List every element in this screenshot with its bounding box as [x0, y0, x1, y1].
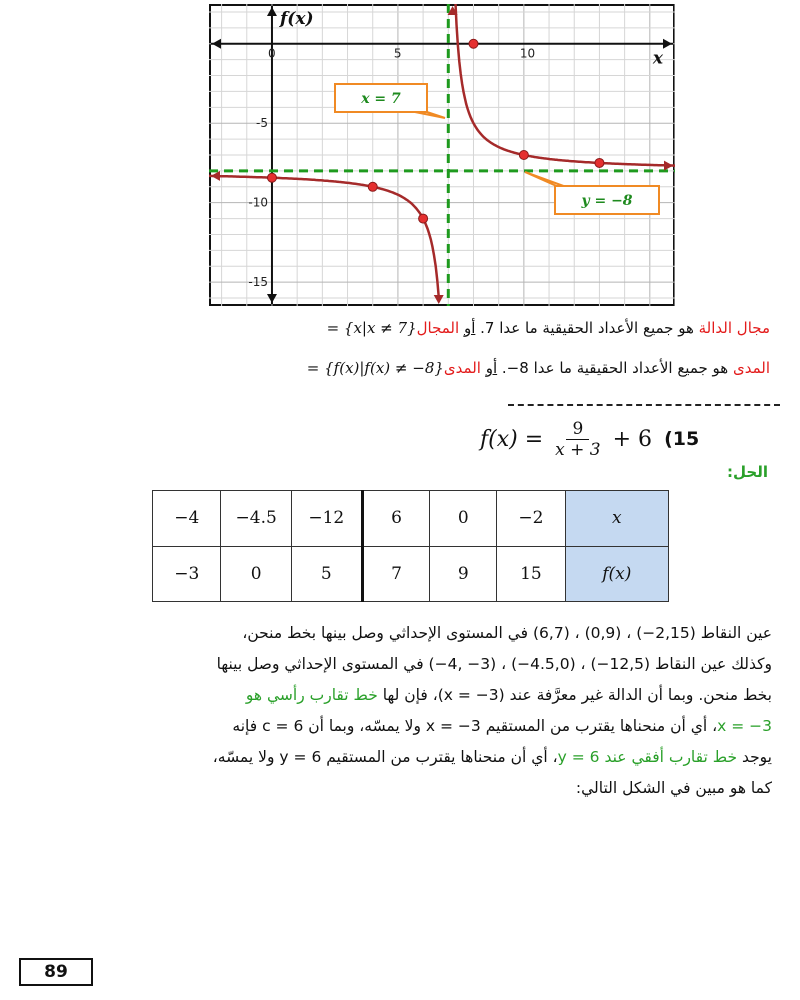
- y-axis-label: f(x): [279, 9, 314, 29]
- table-cell: 7: [362, 546, 430, 602]
- data-point: [267, 173, 276, 182]
- y-tick-label: -10: [248, 195, 268, 210]
- horizontal-asymptote-label-text: y = −8: [581, 193, 633, 209]
- domain-statement: [322, 316, 770, 340]
- paragraph-line: [32, 742, 772, 773]
- dashed-separator: [508, 404, 780, 406]
- table-cell: −4.5: [221, 491, 291, 547]
- fraction-denominator: x + 3: [555, 439, 601, 460]
- table-cell: 9: [430, 546, 497, 602]
- data-point: [419, 214, 428, 223]
- vertical-asymptote-eq: 3− = x: [717, 717, 772, 735]
- formula-fraction: [549, 419, 606, 460]
- domain-term-2: المجال: [416, 319, 464, 337]
- table-header-x: x: [565, 491, 668, 547]
- data-point: [368, 182, 377, 191]
- x-tick-label: 5: [393, 46, 402, 61]
- vertical-asymptote-term: خط تقارب رأسي هو: [245, 686, 378, 704]
- table-cell: 5: [291, 546, 362, 602]
- problem-formula: [480, 418, 699, 460]
- range-text: هو جميع الأعداد الحقيقية ما عدا 8−.: [497, 359, 733, 377]
- data-point: [469, 39, 478, 48]
- data-point: [519, 151, 528, 160]
- rational-function-graph: [209, 4, 675, 306]
- solution-label: الحل:: [727, 463, 768, 481]
- x-tick-label: 10: [519, 46, 536, 61]
- table-cell: −4: [153, 491, 221, 547]
- range-or: أو: [485, 359, 498, 377]
- table-header-fx: f(x): [565, 546, 668, 602]
- range-set: = {f(x)|f(x) ≠ −8}: [302, 359, 444, 377]
- explanation-paragraph: [32, 618, 772, 804]
- vertical-asymptote-label-text: x = 7: [361, 91, 401, 107]
- range-term-2: المدى: [443, 359, 486, 377]
- paragraph-text: بخط منحن. وبما أن الدالة غير معرَّفة عند (3− = x)، فإن لها: [377, 686, 772, 704]
- domain-or: أو: [463, 319, 476, 337]
- domain-text: هو جميع الأعداد الحقيقية ما عدا 7.: [475, 319, 699, 337]
- x-axis-label: x: [652, 48, 663, 69]
- paragraph-line: وكذلك عين النقاط (12,5−) ، (4.5,0−) ، (3− ,4−) في المستوى الإحداثي وصل بينها: [216, 655, 772, 673]
- data-point: [595, 158, 604, 167]
- table-cell: 15: [497, 546, 565, 602]
- table-cell: 0: [221, 546, 291, 602]
- paragraph-line: [32, 711, 772, 742]
- paragraph-text: يوجد: [737, 748, 772, 766]
- horizontal-asymptote-term: خط تقارب أفقي عند 6 = y: [557, 748, 738, 766]
- table-cell: 0: [430, 491, 497, 547]
- table-row-x: [153, 491, 669, 547]
- paragraph-line: عين النقاط (2,15−) ، (0,9) ، (6,7) في المستوى الإحداثي وصل بينها بخط منحن،: [242, 624, 772, 642]
- table-cell: −12: [291, 491, 362, 547]
- domain-set: = {x|x ≠ 7}: [321, 319, 417, 337]
- formula-rhs: + 6: [612, 426, 653, 452]
- paragraph-line: [32, 680, 772, 711]
- table-cell: 6: [362, 491, 430, 547]
- formula-lhs: f(x) =: [480, 426, 544, 452]
- table-row-fx: [153, 546, 669, 602]
- fraction-numerator: 9: [566, 419, 589, 440]
- range-term: المدى: [732, 359, 770, 377]
- table-cell: −2: [497, 491, 565, 547]
- page-number: 89: [19, 958, 93, 986]
- x-tick-label: 0: [267, 46, 276, 61]
- domain-term: مجال الدالة: [698, 319, 770, 337]
- table-cell: −3: [153, 546, 221, 602]
- y-tick-label: -15: [248, 275, 268, 290]
- paragraph-text: ، أي أن منحناها يقترب من المستقيم 3− = x ولا يمسّه، وبما أن 6 = c فإنه: [232, 717, 718, 735]
- range-statement: [302, 356, 770, 380]
- paragraph-text: ، أي أن منحناها يقترب من المستقيم 6 = y ولا يمسّه،: [212, 748, 558, 766]
- problem-number: (15: [664, 428, 700, 450]
- y-tick-label: -5: [256, 116, 268, 131]
- paragraph-line: كما هو مبين في الشكل التالي:: [575, 779, 772, 797]
- values-table: [152, 490, 669, 602]
